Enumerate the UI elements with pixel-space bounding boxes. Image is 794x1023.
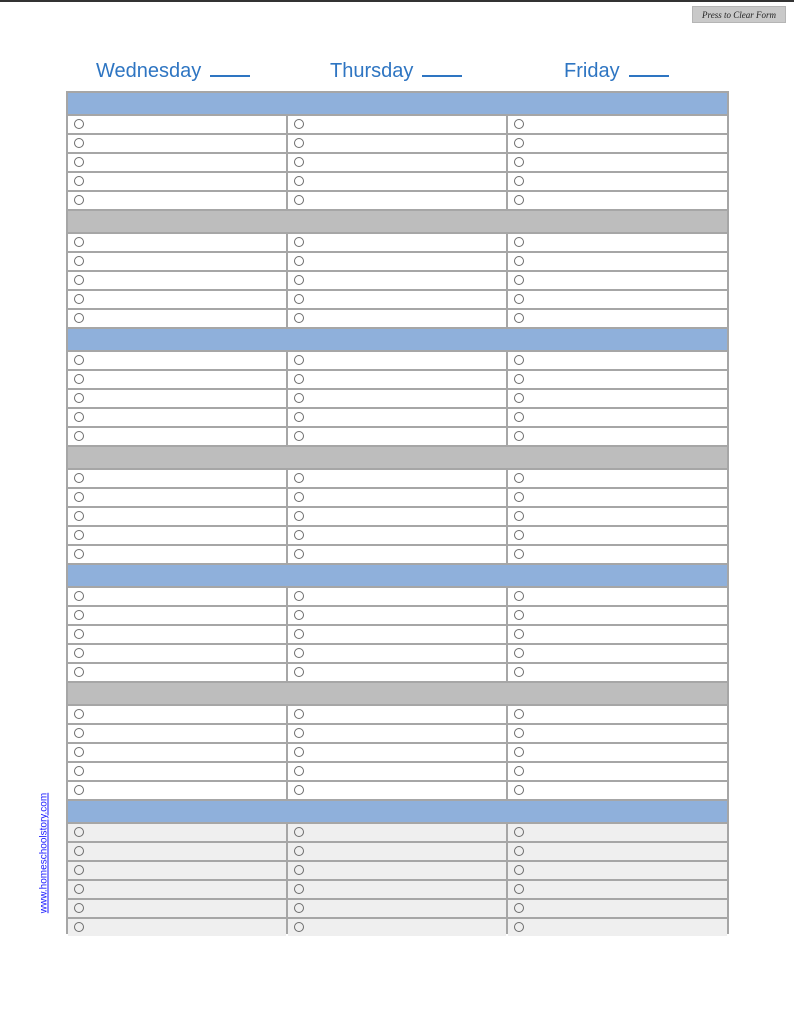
checkbox-circle-icon[interactable] xyxy=(294,591,304,601)
task-field[interactable] xyxy=(508,607,727,624)
task-field[interactable] xyxy=(68,390,286,407)
checkbox-circle-icon[interactable] xyxy=(514,903,524,913)
checkbox-circle-icon[interactable] xyxy=(74,294,84,304)
checkbox-circle-icon[interactable] xyxy=(74,119,84,129)
task-field[interactable] xyxy=(508,824,727,841)
checkbox-circle-icon[interactable] xyxy=(294,157,304,167)
task-field[interactable] xyxy=(288,234,506,251)
section-band-gray xyxy=(68,447,727,468)
task-field[interactable] xyxy=(68,371,286,388)
checkbox-circle-icon[interactable] xyxy=(294,275,304,285)
checkbox-circle-icon[interactable] xyxy=(74,591,84,601)
task-field[interactable] xyxy=(288,664,506,681)
checkbox-circle-icon[interactable] xyxy=(514,237,524,247)
date-blank-line xyxy=(422,60,462,77)
task-field[interactable] xyxy=(68,546,286,563)
task-field[interactable] xyxy=(508,782,727,799)
checkbox-circle-icon[interactable] xyxy=(74,667,84,677)
checkbox-circle-icon[interactable] xyxy=(514,709,524,719)
checkbox-circle-icon[interactable] xyxy=(294,610,304,620)
checkbox-circle-icon[interactable] xyxy=(514,667,524,677)
task-field[interactable] xyxy=(68,527,286,544)
task-field[interactable] xyxy=(508,508,727,525)
task-field[interactable] xyxy=(508,253,727,270)
task-field[interactable] xyxy=(508,428,727,445)
checkbox-circle-icon[interactable] xyxy=(74,355,84,365)
task-field[interactable] xyxy=(288,862,506,879)
checkbox-circle-icon[interactable] xyxy=(74,747,84,757)
checkbox-circle-icon[interactable] xyxy=(294,530,304,540)
task-field[interactable] xyxy=(288,782,506,799)
task-field[interactable] xyxy=(288,706,506,723)
checkbox-circle-icon[interactable] xyxy=(294,256,304,266)
task-field[interactable] xyxy=(508,470,727,487)
checkbox-circle-icon[interactable] xyxy=(74,256,84,266)
date-blank-line xyxy=(210,60,250,77)
task-field[interactable] xyxy=(508,371,727,388)
checkbox-circle-icon[interactable] xyxy=(294,237,304,247)
task-field[interactable] xyxy=(508,588,727,605)
task-field[interactable] xyxy=(68,173,286,190)
section-band-gray xyxy=(68,211,727,232)
checkbox-circle-icon[interactable] xyxy=(74,610,84,620)
task-field[interactable] xyxy=(68,782,286,799)
task-field[interactable] xyxy=(288,843,506,860)
checkbox-circle-icon[interactable] xyxy=(514,648,524,658)
checkbox-circle-icon[interactable] xyxy=(294,747,304,757)
task-field[interactable] xyxy=(68,470,286,487)
task-field[interactable] xyxy=(68,862,286,879)
task-field[interactable] xyxy=(288,645,506,662)
task-field[interactable] xyxy=(68,508,286,525)
checkbox-circle-icon[interactable] xyxy=(514,511,524,521)
task-field[interactable] xyxy=(508,116,727,133)
task-field[interactable] xyxy=(508,706,727,723)
checkbox-circle-icon[interactable] xyxy=(514,119,524,129)
day-label: Wednesday xyxy=(96,60,202,82)
task-field[interactable] xyxy=(68,645,286,662)
task-field[interactable] xyxy=(68,409,286,426)
checkbox-circle-icon[interactable] xyxy=(294,412,304,422)
checkbox-circle-icon[interactable] xyxy=(74,785,84,795)
day-label: Friday xyxy=(564,60,620,82)
task-field[interactable] xyxy=(508,409,727,426)
checkbox-circle-icon[interactable] xyxy=(514,747,524,757)
section-band-blue xyxy=(68,93,727,114)
checkbox-circle-icon[interactable] xyxy=(294,922,304,932)
checkbox-circle-icon[interactable] xyxy=(294,511,304,521)
checkbox-circle-icon[interactable] xyxy=(74,473,84,483)
checkbox-circle-icon[interactable] xyxy=(74,648,84,658)
task-field[interactable] xyxy=(68,234,286,251)
checkbox-circle-icon[interactable] xyxy=(294,195,304,205)
task-field[interactable] xyxy=(508,234,727,251)
checkbox-circle-icon[interactable] xyxy=(294,667,304,677)
task-field[interactable] xyxy=(288,371,506,388)
checkbox-circle-icon[interactable] xyxy=(514,176,524,186)
date-blank-line xyxy=(629,60,669,77)
checkbox-circle-icon[interactable] xyxy=(514,393,524,403)
task-field[interactable] xyxy=(68,626,286,643)
checkbox-circle-icon[interactable] xyxy=(514,846,524,856)
task-field[interactable] xyxy=(508,489,727,506)
checkbox-circle-icon[interactable] xyxy=(514,138,524,148)
task-field[interactable] xyxy=(508,173,727,190)
section-band-gray xyxy=(68,683,727,704)
checkbox-circle-icon[interactable] xyxy=(74,275,84,285)
checkbox-circle-icon[interactable] xyxy=(294,827,304,837)
checkbox-circle-icon[interactable] xyxy=(514,549,524,559)
task-field[interactable] xyxy=(68,291,286,308)
section-band-blue xyxy=(68,565,727,586)
checkbox-circle-icon[interactable] xyxy=(514,294,524,304)
task-field[interactable] xyxy=(508,881,727,898)
task-field[interactable] xyxy=(288,881,506,898)
task-field[interactable] xyxy=(288,310,506,327)
task-field[interactable] xyxy=(508,862,727,879)
checkbox-circle-icon[interactable] xyxy=(294,629,304,639)
checkbox-circle-icon[interactable] xyxy=(74,530,84,540)
checkbox-circle-icon[interactable] xyxy=(514,610,524,620)
task-field[interactable] xyxy=(288,173,506,190)
checkbox-circle-icon[interactable] xyxy=(294,648,304,658)
task-field[interactable] xyxy=(288,508,506,525)
checkbox-circle-icon[interactable] xyxy=(514,355,524,365)
website-link-container xyxy=(33,770,55,935)
task-field[interactable] xyxy=(288,253,506,270)
task-field[interactable] xyxy=(288,744,506,761)
task-field[interactable] xyxy=(508,843,727,860)
checkbox-circle-icon[interactable] xyxy=(294,766,304,776)
clear-form-button[interactable]: Press to Clear Form xyxy=(692,6,786,23)
task-field[interactable] xyxy=(68,428,286,445)
checkbox-circle-icon[interactable] xyxy=(514,157,524,167)
task-field[interactable] xyxy=(288,135,506,152)
checkbox-circle-icon[interactable] xyxy=(294,431,304,441)
task-field[interactable] xyxy=(508,664,727,681)
task-field[interactable] xyxy=(288,527,506,544)
task-field[interactable] xyxy=(508,725,727,742)
checkbox-circle-icon[interactable] xyxy=(514,530,524,540)
checkbox-circle-icon[interactable] xyxy=(294,313,304,323)
task-field[interactable] xyxy=(508,645,727,662)
checkbox-circle-icon[interactable] xyxy=(294,709,304,719)
checkbox-circle-icon[interactable] xyxy=(294,884,304,894)
task-field[interactable] xyxy=(68,310,286,327)
task-field[interactable] xyxy=(68,607,286,624)
checkbox-circle-icon[interactable] xyxy=(74,903,84,913)
top-border-line xyxy=(0,0,794,2)
checkbox-circle-icon[interactable] xyxy=(74,846,84,856)
day-label: Thursday xyxy=(330,60,414,82)
task-field[interactable] xyxy=(288,900,506,917)
checkbox-circle-icon[interactable] xyxy=(294,785,304,795)
task-field[interactable] xyxy=(68,253,286,270)
checkbox-circle-icon[interactable] xyxy=(74,865,84,875)
checkbox-circle-icon[interactable] xyxy=(294,374,304,384)
checkbox-circle-icon[interactable] xyxy=(514,313,524,323)
checkbox-circle-icon[interactable] xyxy=(514,922,524,932)
checkbox-circle-icon[interactable] xyxy=(74,766,84,776)
task-field[interactable] xyxy=(68,489,286,506)
task-field[interactable] xyxy=(288,489,506,506)
task-field[interactable] xyxy=(68,588,286,605)
checkbox-circle-icon[interactable] xyxy=(74,412,84,422)
task-field[interactable] xyxy=(288,352,506,369)
checkbox-circle-icon[interactable] xyxy=(74,549,84,559)
task-field[interactable] xyxy=(68,192,286,209)
task-field[interactable] xyxy=(508,546,727,563)
task-field[interactable] xyxy=(508,744,727,761)
checkbox-circle-icon[interactable] xyxy=(294,393,304,403)
day-header-friday xyxy=(564,60,669,86)
checkbox-circle-icon[interactable] xyxy=(74,629,84,639)
checkbox-circle-icon[interactable] xyxy=(74,511,84,521)
checkbox-circle-icon[interactable] xyxy=(514,766,524,776)
checkbox-circle-icon[interactable] xyxy=(74,237,84,247)
checkbox-circle-icon[interactable] xyxy=(294,355,304,365)
checkbox-circle-icon[interactable] xyxy=(74,393,84,403)
task-field[interactable] xyxy=(508,919,727,936)
website-link[interactable]: www.homeschoolstory.com xyxy=(38,792,50,913)
task-field[interactable] xyxy=(68,352,286,369)
task-field[interactable] xyxy=(68,706,286,723)
task-field[interactable] xyxy=(508,390,727,407)
task-field[interactable] xyxy=(288,272,506,289)
task-field[interactable] xyxy=(288,154,506,171)
checkbox-circle-icon[interactable] xyxy=(514,374,524,384)
section-band-blue xyxy=(68,801,727,822)
checkbox-circle-icon[interactable] xyxy=(514,865,524,875)
checkbox-circle-icon[interactable] xyxy=(514,412,524,422)
task-field[interactable] xyxy=(288,409,506,426)
checkbox-circle-icon[interactable] xyxy=(514,629,524,639)
checkbox-circle-icon[interactable] xyxy=(514,827,524,837)
checkbox-circle-icon[interactable] xyxy=(294,846,304,856)
checkbox-circle-icon[interactable] xyxy=(294,473,304,483)
checkbox-circle-icon[interactable] xyxy=(74,195,84,205)
checkbox-circle-icon[interactable] xyxy=(514,256,524,266)
checkbox-circle-icon[interactable] xyxy=(74,922,84,932)
checkbox-circle-icon[interactable] xyxy=(74,176,84,186)
checkbox-circle-icon[interactable] xyxy=(74,709,84,719)
checkbox-circle-icon[interactable] xyxy=(74,374,84,384)
checkbox-circle-icon[interactable] xyxy=(514,728,524,738)
task-field[interactable] xyxy=(68,664,286,681)
task-field[interactable] xyxy=(508,527,727,544)
section-band-blue xyxy=(68,329,727,350)
checkbox-circle-icon[interactable] xyxy=(74,884,84,894)
task-field[interactable] xyxy=(68,154,286,171)
day-header-thursday xyxy=(330,60,462,86)
task-field[interactable] xyxy=(508,154,727,171)
checkbox-circle-icon[interactable] xyxy=(514,785,524,795)
checkbox-circle-icon[interactable] xyxy=(514,884,524,894)
task-field[interactable] xyxy=(288,192,506,209)
checkbox-circle-icon[interactable] xyxy=(294,138,304,148)
checkbox-circle-icon[interactable] xyxy=(514,275,524,285)
task-field[interactable] xyxy=(68,881,286,898)
task-field[interactable] xyxy=(508,291,727,308)
task-field[interactable] xyxy=(288,824,506,841)
checkbox-circle-icon[interactable] xyxy=(514,492,524,502)
task-field[interactable] xyxy=(508,192,727,209)
checkbox-circle-icon[interactable] xyxy=(294,119,304,129)
checkbox-circle-icon[interactable] xyxy=(294,865,304,875)
checkbox-circle-icon[interactable] xyxy=(74,313,84,323)
task-field[interactable] xyxy=(508,900,727,917)
day-header-wednesday xyxy=(96,60,250,86)
task-field[interactable] xyxy=(288,725,506,742)
checkbox-circle-icon[interactable] xyxy=(74,157,84,167)
checkbox-circle-icon[interactable] xyxy=(294,294,304,304)
task-field[interactable] xyxy=(68,919,286,936)
task-field[interactable] xyxy=(508,763,727,780)
task-field[interactable] xyxy=(508,135,727,152)
task-field[interactable] xyxy=(68,843,286,860)
checkbox-circle-icon[interactable] xyxy=(294,176,304,186)
checkbox-circle-icon[interactable] xyxy=(74,138,84,148)
task-field[interactable] xyxy=(508,626,727,643)
task-field[interactable] xyxy=(68,763,286,780)
checkbox-circle-icon[interactable] xyxy=(514,591,524,601)
task-field[interactable] xyxy=(68,824,286,841)
task-field[interactable] xyxy=(288,116,506,133)
task-field[interactable] xyxy=(288,428,506,445)
task-field[interactable] xyxy=(288,546,506,563)
task-field[interactable] xyxy=(68,725,286,742)
checkbox-circle-icon[interactable] xyxy=(294,549,304,559)
checkbox-circle-icon[interactable] xyxy=(74,728,84,738)
task-field[interactable] xyxy=(288,763,506,780)
task-field[interactable] xyxy=(508,310,727,327)
task-field[interactable] xyxy=(288,626,506,643)
task-field[interactable] xyxy=(288,390,506,407)
checkbox-circle-icon[interactable] xyxy=(514,473,524,483)
planner-grid xyxy=(66,91,729,934)
checkbox-circle-icon[interactable] xyxy=(514,195,524,205)
task-field[interactable] xyxy=(508,272,727,289)
checkbox-circle-icon[interactable] xyxy=(74,492,84,502)
task-field[interactable] xyxy=(288,588,506,605)
task-field[interactable] xyxy=(68,900,286,917)
checkbox-circle-icon[interactable] xyxy=(74,431,84,441)
task-field[interactable] xyxy=(68,272,286,289)
task-field[interactable] xyxy=(68,744,286,761)
checkbox-circle-icon[interactable] xyxy=(294,728,304,738)
checkbox-circle-icon[interactable] xyxy=(294,492,304,502)
task-field[interactable] xyxy=(288,291,506,308)
task-field[interactable] xyxy=(508,352,727,369)
checkbox-circle-icon[interactable] xyxy=(294,903,304,913)
task-field[interactable] xyxy=(288,607,506,624)
task-field[interactable] xyxy=(288,919,506,936)
task-field[interactable] xyxy=(288,470,506,487)
task-field[interactable] xyxy=(68,135,286,152)
checkbox-circle-icon[interactable] xyxy=(514,431,524,441)
task-field[interactable] xyxy=(68,116,286,133)
checkbox-circle-icon[interactable] xyxy=(74,827,84,837)
